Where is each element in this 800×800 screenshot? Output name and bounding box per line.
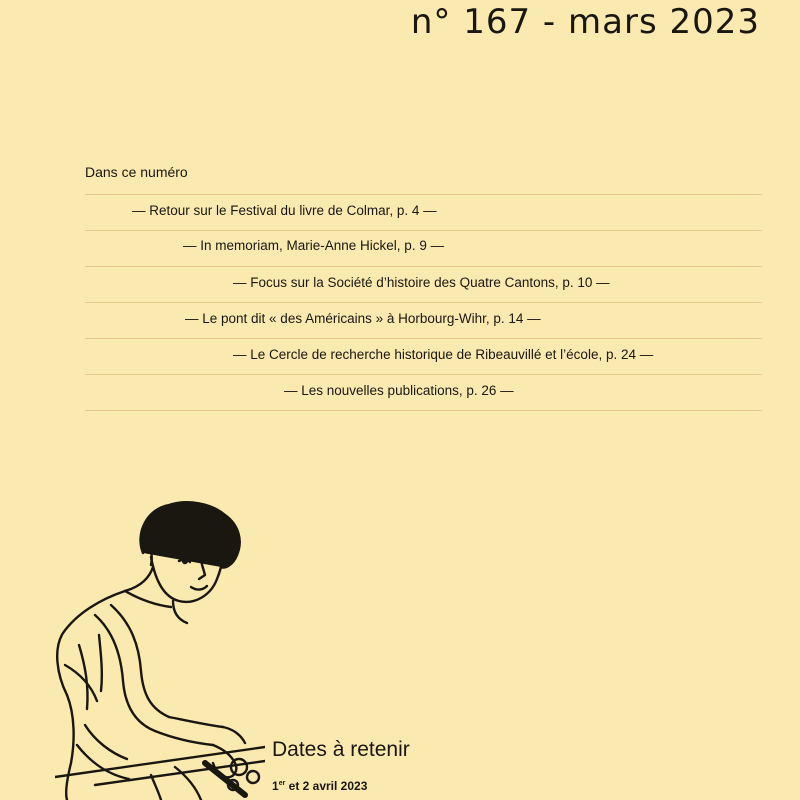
event-date [272, 779, 367, 793]
divider-rule [85, 266, 762, 267]
divider-rule [85, 302, 762, 303]
toc-item-pont: — Le pont dit « des Américains » à Horbourg-Wihr, p. 14 — [185, 311, 541, 326]
toc-item-cercle: — Le Cercle de recherche historique de Ribeauvillé et l’école, p. 24 — [233, 347, 654, 362]
divider-rule [85, 374, 762, 375]
ordinal-suffix: er [278, 780, 286, 787]
divider-rule [85, 230, 762, 231]
medieval-craftsman-illustration [55, 495, 265, 800]
issue-number: n° 167 - mars 2023 [410, 2, 760, 42]
toc-item-focus: — Focus sur la Société d’histoire des Quatre Cantons, p. 10 — [233, 275, 610, 290]
divider-rule [85, 410, 762, 411]
toc-item-festival: — Retour sur le Festival du livre de Colmar, p. 4 — [132, 203, 437, 218]
toc-item-publications: — Les nouvelles publications, p. 26 — [284, 383, 514, 398]
contents-heading: Dans ce numéro [85, 164, 188, 180]
divider-rule [85, 338, 762, 339]
toc-item-in-memoriam: — In memoriam, Marie-Anne Hickel, p. 9 — [183, 238, 445, 253]
dates-heading: Dates à retenir [272, 738, 410, 761]
event-date-rest: et 2 avril 2023 [285, 779, 368, 793]
event-day: 1 [272, 779, 279, 793]
divider-rule [85, 194, 762, 195]
